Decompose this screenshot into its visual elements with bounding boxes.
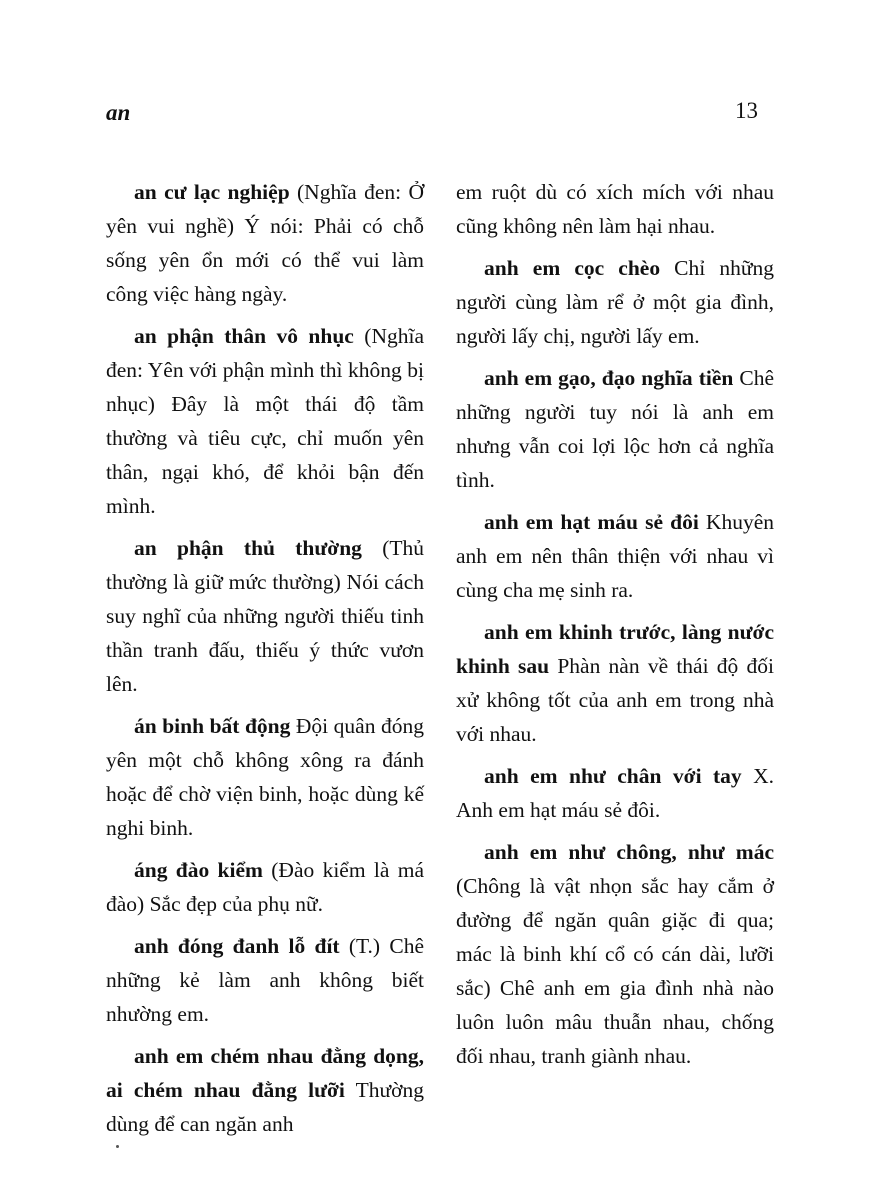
page-number: 13: [735, 98, 758, 123]
entry-headword: anh em hạt máu sẻ đôi: [484, 510, 699, 534]
left-column: [106, 175, 424, 1149]
entry-definition: (Chông là vật nhọn sắc hay cắm ở đường để ngăn quân giặc đi qua; mác là binh khí cổ có cán dài, lưỡi sắc) Chê anh em gia đình nhà nào luôn luôn mâu thuẫn nhau, chống đối nhau, tranh giành nhau.: [456, 874, 774, 1068]
entry-definition: X. Anh em hạt máu sẻ đôi.: [456, 764, 775, 822]
entry-definition: Chỉ những người cùng làm rể ở một gia đình, người lấy chị, người lấy em.: [456, 256, 775, 348]
running-head: an: [106, 100, 131, 125]
entry-headword: áng đào kiểm: [134, 858, 263, 882]
dictionary-entry: [456, 361, 774, 497]
entry-headword: anh em cọc chèo: [484, 256, 661, 280]
entry-definition: Đội quân đóng yên một chỗ không xông ra đánh hoặc để chờ viện binh, hoặc dùng kế nghi binh.: [106, 714, 424, 840]
entry-headword: an phận thủ thường: [134, 536, 362, 560]
dictionary-entry: [106, 531, 424, 701]
entry-definition: (T.) Chê những kẻ làm anh không biết nhường em.: [106, 934, 424, 1026]
entry-definition: (Thủ thường là giữ mức thường) Nói cách suy nghĩ của những người thiếu tinh thần tranh đấu, thiếu ý thức vươn lên.: [106, 536, 424, 696]
entry-definition: (Nghĩa đen: Ở yên vui nghề) Ý nói: Phải có chỗ sống yên ổn mới có thể vui làm công việc hàng ngày.: [106, 180, 424, 306]
dictionary-entry: [106, 319, 424, 523]
dictionary-entry-continuation: [456, 175, 774, 243]
entry-headword: anh em chém nhau đằng dọng, ai chém nhau đằng lưỡi: [106, 1044, 424, 1102]
dictionary-entry: [106, 853, 424, 921]
dictionary-entry: [456, 759, 774, 827]
dictionary-entry: [456, 251, 774, 353]
entry-headword: anh em khinh trước, làng nước khinh sau: [456, 620, 774, 678]
entry-headword: an phận thân vô nhục: [134, 324, 354, 348]
entry-headword: án binh bất động: [134, 714, 291, 738]
dictionary-entry: [106, 929, 424, 1031]
entry-definition: Khuyên anh em nên thân thiện với nhau vì cùng cha mẹ sinh ra.: [456, 510, 774, 602]
dictionary-entry: [106, 709, 424, 845]
dictionary-entry: [106, 1039, 424, 1141]
right-column: [456, 175, 774, 1081]
entry-headword: anh em gạo, đạo nghĩa tiền: [484, 366, 734, 390]
dictionary-entry: [106, 175, 424, 311]
dictionary-entry: [456, 835, 774, 1073]
entry-definition: (Nghĩa đen: Yên với phận mình thì không bị nhục) Đây là một thái độ tầm thường và tiêu cực, chỉ muốn yên thân, ngại khó, để khỏi bận đến mình.: [106, 324, 424, 518]
dictionary-entry: [456, 615, 774, 751]
entry-headword: anh em như chông, như mác: [484, 840, 774, 864]
entry-headword: an cư lạc nghiệp: [134, 180, 290, 204]
scan-speck: [116, 1145, 119, 1148]
entry-definition: Thường dùng để can ngăn anh: [106, 1078, 424, 1136]
entry-definition: Chê những người tuy nói là anh em nhưng vẫn coi lợi lộc hơn cả nghĩa tình.: [456, 366, 774, 492]
entry-headword: anh em như chân với tay: [484, 764, 742, 788]
entry-headword: anh đóng đanh lỗ đít: [134, 934, 340, 958]
entry-definition: (Đào kiểm là má đào) Sắc đẹp của phụ nữ.: [106, 858, 424, 916]
entry-definition: em ruột dù có xích mích với nhau cũng không nên làm hại nhau.: [456, 180, 774, 238]
dictionary-entry: [456, 505, 774, 607]
entry-definition: Phàn nàn về thái độ đối xử không tốt của anh em trong nhà với nhau.: [456, 654, 774, 746]
